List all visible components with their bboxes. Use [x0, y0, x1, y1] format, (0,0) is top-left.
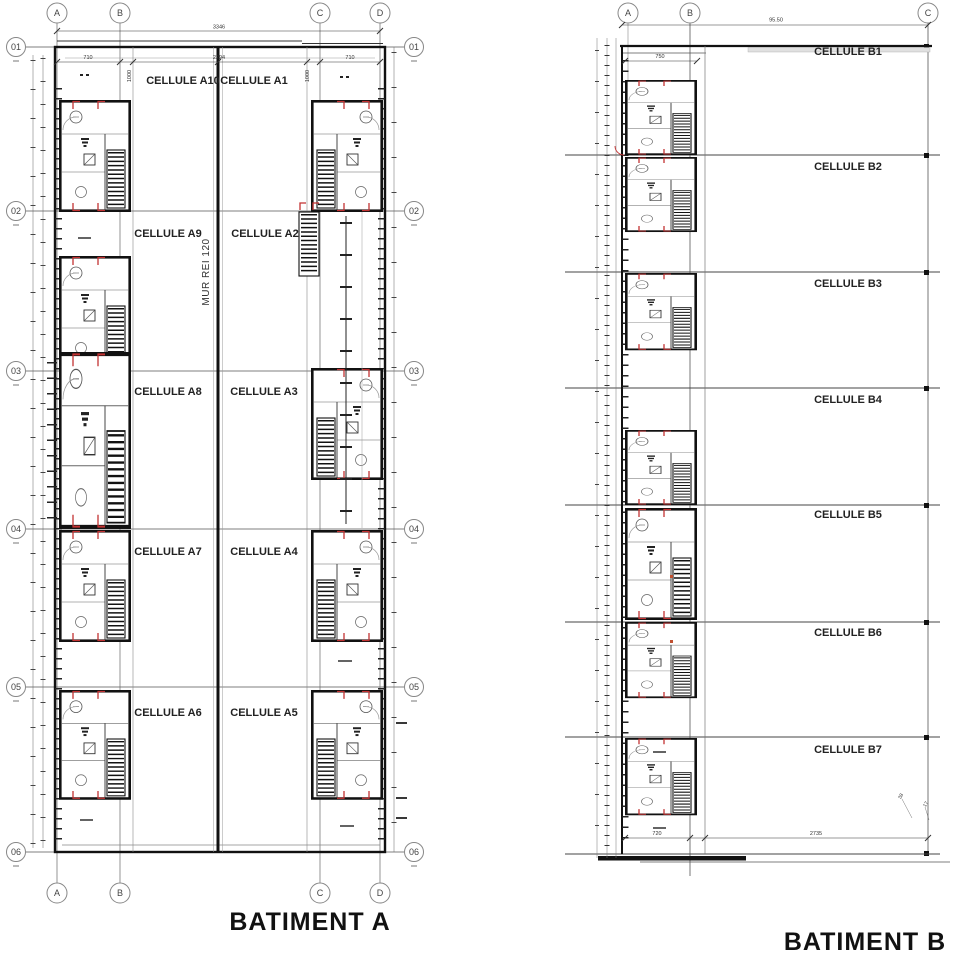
- col-label: C: [924, 8, 932, 18]
- batiment-b-outline: [565, 46, 950, 862]
- batiment-b-left-dimensions: [597, 38, 616, 858]
- row-label: 01: [408, 42, 420, 52]
- col-label: A: [53, 888, 61, 898]
- dim-note-b: 17: [922, 800, 931, 809]
- cell-label-b1: CELLULE B1: [814, 46, 882, 58]
- batiment-a-plan: [7, 3, 424, 936]
- col-label: B: [686, 8, 694, 18]
- row-label: 05: [10, 682, 22, 692]
- dim-total-b: 95.50: [769, 17, 783, 24]
- col-label: B: [116, 8, 124, 18]
- row-label: 05: [408, 682, 420, 692]
- col-label: B: [116, 888, 124, 898]
- cell-label-a5: CELLULE A5: [230, 707, 298, 719]
- dim-unit-width: 750: [655, 54, 665, 60]
- dim-inset-right: 1000: [305, 69, 311, 83]
- row-label: 03: [408, 366, 420, 376]
- batiment-b-plan: [565, 3, 950, 956]
- cell-label-a4: CELLULE A4: [230, 546, 298, 558]
- col-label: D: [376, 888, 384, 898]
- cell-label-b5: CELLULE B5: [814, 509, 882, 521]
- batiment-b-col-labels: [625, 8, 932, 18]
- batiment-a-title: BATIMENT A: [229, 908, 391, 936]
- dim-left-bay: 710: [83, 55, 93, 61]
- batiment-b-title: BATIMENT B: [783, 928, 947, 956]
- dim-inset-left: 1000: [127, 69, 133, 83]
- dim-note-a: 38: [897, 792, 906, 801]
- row-label: 02: [408, 206, 420, 216]
- col-label: C: [316, 888, 324, 898]
- cell-label-b6: CELLULE B6: [814, 627, 882, 639]
- cell-label-b2: CELLULE B2: [814, 161, 882, 173]
- row-label: 04: [408, 524, 420, 534]
- cell-label-b7: CELLULE B7: [814, 744, 882, 756]
- dim-center-bay: 2294: [212, 55, 226, 61]
- cell-label-a6: CELLULE A6: [134, 707, 202, 719]
- col-label: A: [53, 8, 61, 18]
- batiment-a-units-left: [52, 101, 130, 798]
- cell-label-a10: CELLULE A10: [146, 75, 220, 87]
- dim-total-a: 3346: [212, 24, 226, 31]
- col-label: D: [376, 8, 384, 18]
- col-label: C: [316, 8, 324, 18]
- row-label: 01: [10, 42, 22, 52]
- row-label: 03: [10, 366, 22, 376]
- fire-wall-label: MUR REI 120: [201, 238, 212, 306]
- red-stair-mark: [670, 575, 673, 578]
- row-label: 02: [10, 206, 22, 216]
- batiment-b-units: [615, 81, 696, 828]
- col-label: A: [624, 8, 632, 18]
- row-label: 04: [10, 524, 22, 534]
- dim-bottom-left: 720: [652, 831, 662, 837]
- cell-label-b3: CELLULE B3: [814, 278, 882, 290]
- row-label: 06: [10, 847, 22, 857]
- batiment-b-top-dimension: [619, 18, 931, 29]
- cell-label-a9: CELLULE A9: [134, 228, 202, 240]
- dim-right-bay: 710: [345, 55, 355, 61]
- cell-label-b4: CELLULE B4: [814, 394, 882, 406]
- batiment-a-units-right: [299, 101, 382, 798]
- cell-label-a1: CELLULE A1: [220, 75, 288, 87]
- cell-label-a7: CELLULE A7: [134, 546, 202, 558]
- dim-bottom-right: 2735: [809, 831, 823, 837]
- cell-label-a8: CELLULE A8: [134, 386, 202, 398]
- red-stair-mark: [670, 640, 673, 643]
- row-label: 06: [408, 847, 420, 857]
- cell-label-a3: CELLULE A3: [230, 386, 298, 398]
- cell-label-a2: CELLULE A2: [231, 228, 299, 240]
- batiment-b-cell-labels: [814, 46, 883, 756]
